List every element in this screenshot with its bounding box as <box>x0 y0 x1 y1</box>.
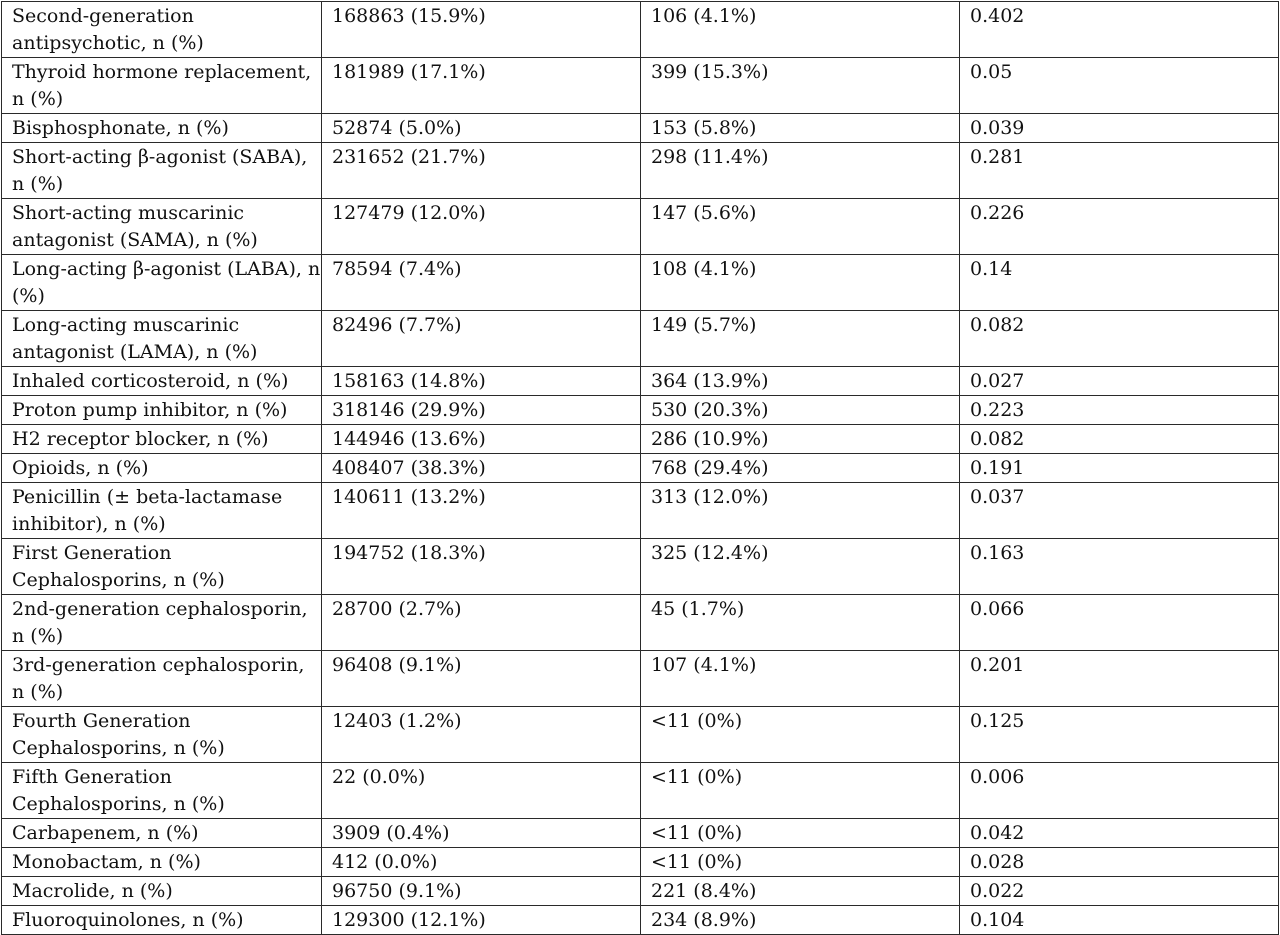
table-row <box>2 763 1279 819</box>
row-label-cell: Penicillin (± beta-lactamase inhibitor), n (%) <box>2 483 322 539</box>
table-row <box>2 819 1279 848</box>
smd-value-cell: 0.082 <box>960 311 1279 367</box>
group-1-value-cell: 408407 (38.3%) <box>322 454 641 483</box>
group-1-value-cell: 82496 (7.7%) <box>322 311 641 367</box>
group-2-value-cell: 221 (8.4%) <box>641 877 960 906</box>
group-2-value-cell: 149 (5.7%) <box>641 311 960 367</box>
group-1-value-cell: 96408 (9.1%) <box>322 651 641 707</box>
group-1-value-cell: 78594 (7.4%) <box>322 255 641 311</box>
group-2-value-cell: 45 (1.7%) <box>641 595 960 651</box>
smd-value-cell: 0.039 <box>960 114 1279 143</box>
medication-table <box>1 1 1279 935</box>
group-1-value-cell: 194752 (18.3%) <box>322 539 641 595</box>
smd-value-cell: 0.037 <box>960 483 1279 539</box>
row-label-cell: Opioids, n (%) <box>2 454 322 483</box>
smd-value-cell: 0.281 <box>960 143 1279 199</box>
table-row <box>2 2 1279 58</box>
smd-value-cell: 0.163 <box>960 539 1279 595</box>
group-2-value-cell: 234 (8.9%) <box>641 906 960 935</box>
smd-value-cell: 0.022 <box>960 877 1279 906</box>
row-label-cell: Long-acting β-agonist (LABA), n (%) <box>2 255 322 311</box>
table-row <box>2 58 1279 114</box>
group-2-value-cell: 325 (12.4%) <box>641 539 960 595</box>
smd-value-cell: 0.191 <box>960 454 1279 483</box>
group-2-value-cell: 153 (5.8%) <box>641 114 960 143</box>
row-label-cell: Macrolide, n (%) <box>2 877 322 906</box>
row-label-cell: 2nd-generation cephalosporin, n (%) <box>2 595 322 651</box>
row-label-cell: Short-acting muscarinic antagonist (SAMA), n (%) <box>2 199 322 255</box>
row-label-cell: Fluoroquinolones, n (%) <box>2 906 322 935</box>
group-1-value-cell: 231652 (21.7%) <box>322 143 641 199</box>
group-1-value-cell: 22 (0.0%) <box>322 763 641 819</box>
table-row <box>2 848 1279 877</box>
group-2-value-cell: 298 (11.4%) <box>641 143 960 199</box>
group-1-value-cell: 158163 (14.8%) <box>322 367 641 396</box>
group-2-value-cell: 286 (10.9%) <box>641 425 960 454</box>
group-2-value-cell: <11 (0%) <box>641 707 960 763</box>
smd-value-cell: 0.082 <box>960 425 1279 454</box>
group-2-value-cell: <11 (0%) <box>641 819 960 848</box>
table-row <box>2 114 1279 143</box>
table-row <box>2 595 1279 651</box>
smd-value-cell: 0.05 <box>960 58 1279 114</box>
group-2-value-cell: 399 (15.3%) <box>641 58 960 114</box>
smd-value-cell: 0.226 <box>960 199 1279 255</box>
table-row <box>2 367 1279 396</box>
table-row <box>2 311 1279 367</box>
group-2-value-cell: <11 (0%) <box>641 848 960 877</box>
table-row <box>2 255 1279 311</box>
smd-value-cell: 0.14 <box>960 255 1279 311</box>
smd-value-cell: 0.402 <box>960 2 1279 58</box>
group-2-value-cell: 147 (5.6%) <box>641 199 960 255</box>
group-2-value-cell: 530 (20.3%) <box>641 396 960 425</box>
table-body <box>2 2 1279 935</box>
group-2-value-cell: 364 (13.9%) <box>641 367 960 396</box>
table-row <box>2 199 1279 255</box>
row-label-cell: Thyroid hormone replacement, n (%) <box>2 58 322 114</box>
group-1-value-cell: 28700 (2.7%) <box>322 595 641 651</box>
table-row <box>2 454 1279 483</box>
row-label-cell: Bisphosphonate, n (%) <box>2 114 322 143</box>
smd-value-cell: 0.066 <box>960 595 1279 651</box>
group-1-value-cell: 127479 (12.0%) <box>322 199 641 255</box>
group-1-value-cell: 96750 (9.1%) <box>322 877 641 906</box>
group-1-value-cell: 12403 (1.2%) <box>322 707 641 763</box>
row-label-cell: Long-acting muscarinic antagonist (LAMA), n (%) <box>2 311 322 367</box>
smd-value-cell: 0.201 <box>960 651 1279 707</box>
group-2-value-cell: 768 (29.4%) <box>641 454 960 483</box>
smd-value-cell: 0.125 <box>960 707 1279 763</box>
group-1-value-cell: 181989 (17.1%) <box>322 58 641 114</box>
group-2-value-cell: 108 (4.1%) <box>641 255 960 311</box>
table-row <box>2 877 1279 906</box>
group-1-value-cell: 52874 (5.0%) <box>322 114 641 143</box>
table-row <box>2 425 1279 454</box>
group-1-value-cell: 144946 (13.6%) <box>322 425 641 454</box>
row-label-cell: Short-acting β-agonist (SABA), n (%) <box>2 143 322 199</box>
row-label-cell: 3rd-generation cephalosporin, n (%) <box>2 651 322 707</box>
table-row <box>2 539 1279 595</box>
row-label-cell: H2 receptor blocker, n (%) <box>2 425 322 454</box>
row-label-cell: Proton pump inhibitor, n (%) <box>2 396 322 425</box>
row-label-cell: Monobactam, n (%) <box>2 848 322 877</box>
row-label-cell: Carbapenem, n (%) <box>2 819 322 848</box>
table-row <box>2 651 1279 707</box>
table-row <box>2 143 1279 199</box>
group-1-value-cell: 140611 (13.2%) <box>322 483 641 539</box>
row-label-cell: Inhaled corticosteroid, n (%) <box>2 367 322 396</box>
group-2-value-cell: 107 (4.1%) <box>641 651 960 707</box>
table-row <box>2 483 1279 539</box>
group-1-value-cell: 168863 (15.9%) <box>322 2 641 58</box>
smd-value-cell: 0.028 <box>960 848 1279 877</box>
smd-value-cell: 0.223 <box>960 396 1279 425</box>
group-1-value-cell: 3909 (0.4%) <box>322 819 641 848</box>
row-label-cell: Fourth Generation Cephalosporins, n (%) <box>2 707 322 763</box>
table-row <box>2 707 1279 763</box>
group-2-value-cell: 106 (4.1%) <box>641 2 960 58</box>
smd-value-cell: 0.027 <box>960 367 1279 396</box>
row-label-cell: Fifth Generation Cephalosporins, n (%) <box>2 763 322 819</box>
group-1-value-cell: 318146 (29.9%) <box>322 396 641 425</box>
group-2-value-cell: 313 (12.0%) <box>641 483 960 539</box>
group-1-value-cell: 412 (0.0%) <box>322 848 641 877</box>
table-row <box>2 906 1279 935</box>
smd-value-cell: 0.104 <box>960 906 1279 935</box>
group-2-value-cell: <11 (0%) <box>641 763 960 819</box>
group-1-value-cell: 129300 (12.1%) <box>322 906 641 935</box>
smd-value-cell: 0.042 <box>960 819 1279 848</box>
table-row <box>2 396 1279 425</box>
row-label-cell: Second-generation antipsychotic, n (%) <box>2 2 322 58</box>
smd-value-cell: 0.006 <box>960 763 1279 819</box>
row-label-cell: First Generation Cephalosporins, n (%) <box>2 539 322 595</box>
